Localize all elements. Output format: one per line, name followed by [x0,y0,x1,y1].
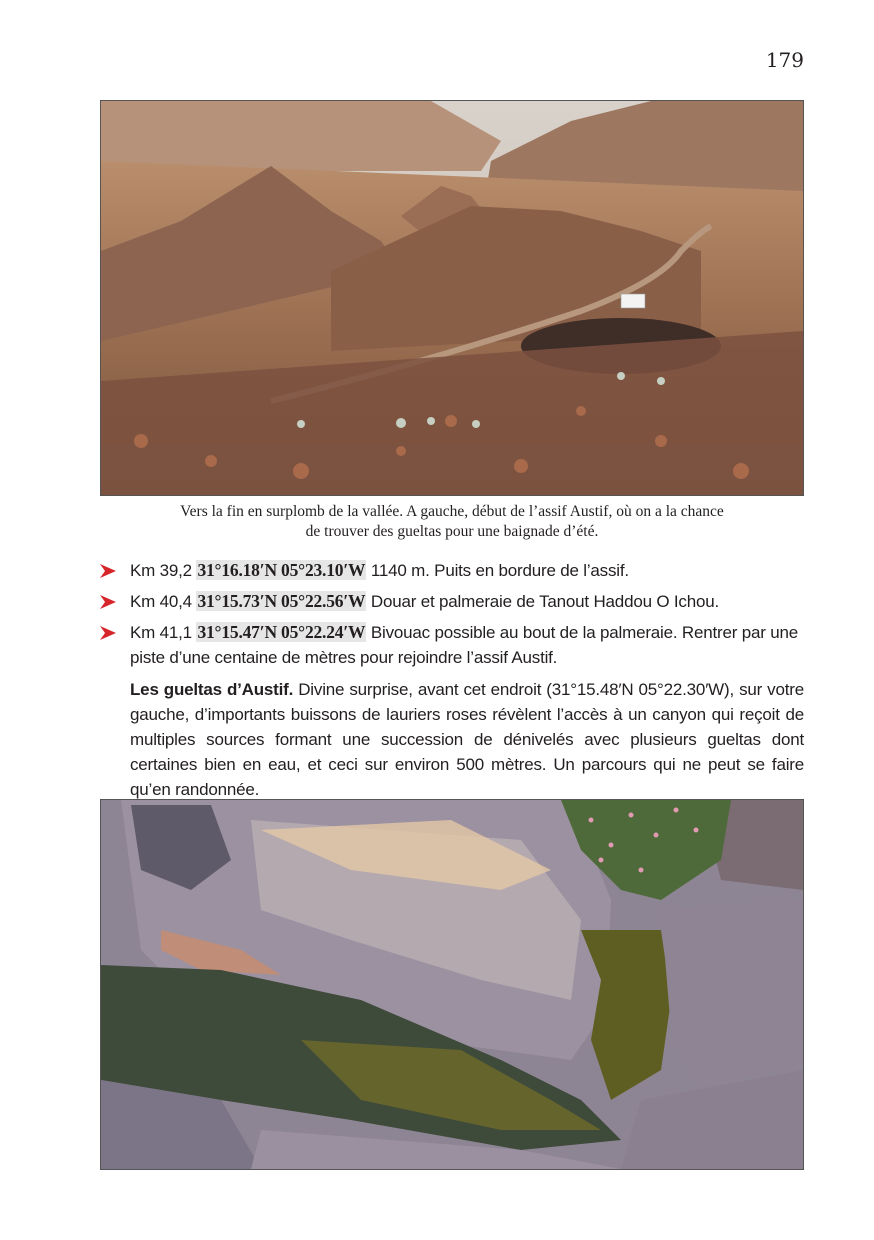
arrow-bullet-icon [100,564,116,578]
gueltas-paragraph [130,677,804,802]
waypoint-description: Bivouac possible au bout de la palmeraie. Rentrer par une piste d’une centaine de mètres pour rejoindre l’assif Austif. [130,623,798,667]
waypoint-coordinates: 31°15.47′N 05°22.24′W [197,622,366,642]
waypoint-coordinates: 31°16.18′N 05°23.10′W [197,560,366,580]
arrow-bullet-icon [100,595,116,609]
waypoint-item [100,589,804,614]
desert-valley-image [101,101,803,495]
waypoint-description: 1140 m. Puits en bordure de l’assif. [370,561,629,580]
waypoint-item [100,558,804,583]
waypoint-km: Km 40,4 [130,592,192,611]
photo-caption [100,502,804,542]
paragraph-body: Divine surprise, avant cet endroit (31°15.48′N 05°22.30′W), sur votre gauche, d’importants buissons de lauriers roses révèlent l’accès à un canyon qui reçoit de multiples sources formant une succession de dénivelés avec plusieurs gueltas dont certaines bien en eau, et ceci sur environ 500 mètres. Un parcours qui ne peut se faire qu’en randonnée. [130,680,804,799]
waypoint-coordinates: 31°15.73′N 05°22.56′W [197,591,366,611]
caption-line-2: de trouver des gueltas pour une baignade d’été. [305,523,599,540]
waypoint-item [100,620,804,670]
waypoint-km: Km 39,2 [130,561,192,580]
arrow-bullet-icon [100,626,116,640]
waypoint-description: Douar et palmeraie de Tanout Haddou O Ichou. [370,592,720,611]
waypoint-list [100,558,804,676]
gueltas-canyon-photo [100,799,804,1170]
page-number: 179 [765,48,804,72]
gueltas-canyon-image [101,800,803,1169]
paragraph-heading: Les gueltas d’Austif. [130,680,294,699]
caption-line-1: Vers la fin en surplomb de la vallée. A gauche, début de l’assif Austif, où on a la chance [180,503,724,520]
desert-valley-photo [100,100,804,496]
waypoint-km: Km 41,1 [130,623,192,642]
